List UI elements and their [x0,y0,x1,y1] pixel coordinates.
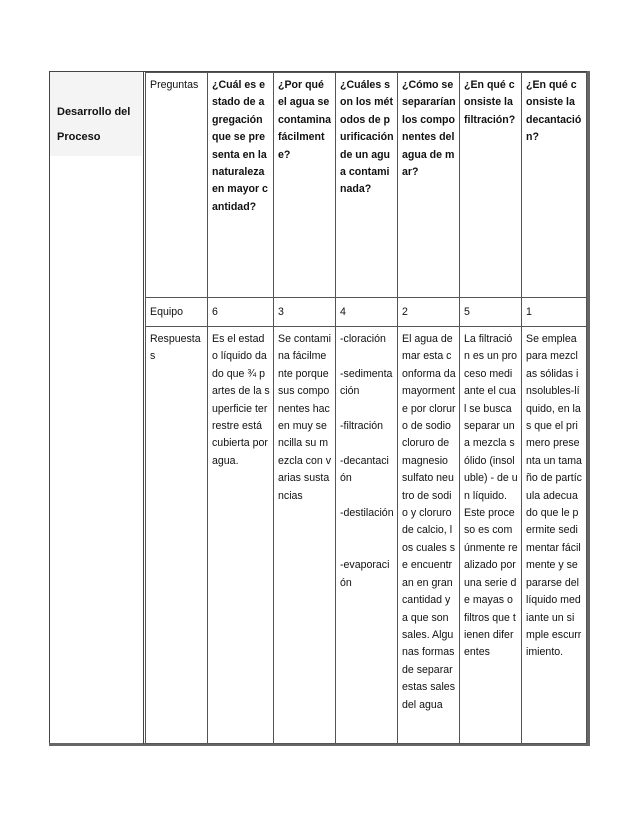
question-cell: ¿Por qué el agua se contamina fácilmente? [274,73,336,298]
answer-cell: -cloración -sedimentación -filtración -decantación -destilación -evaporación [336,327,398,744]
answer-cell: Se emplea para mezclas sólidas insolubles-líquido, en las que el primero presenta un tamaño de partícula adecuado que le permite sedimentar fácilmente y separarse del líquido mediante un simple escurrimiento. [522,327,587,744]
question-cell: ¿Cómo se separarían los componentes del agua de mar? [398,73,460,298]
team-label: Equipo [146,298,208,327]
column-divider [143,72,144,744]
team-cell: 6 [208,298,274,327]
answers-label: Respuestas [146,327,208,744]
team-cell: 5 [460,298,522,327]
team-cell: 4 [336,298,398,327]
question-cell: ¿Cuáles son los métodos de purificación de un agua contaminada? [336,73,398,298]
team-row [146,298,587,327]
team-cell: 3 [274,298,336,327]
frame-shadow-right [587,71,590,746]
answers-row [146,327,587,744]
answer-cell: Es el estado líquido dado que ¾ partes de la superficie terrestre está cubierta por agua. [208,327,274,744]
questions-label: Preguntas [146,73,208,298]
process-table [145,72,587,744]
question-cell: ¿En qué consiste la filtración? [460,73,522,298]
answer-cell: La filtración es un proceso mediante el cual se busca separar una mezcla sólido (insoluble) - de un líquido. Este proceso es comúnmente realizado por una serie de mayas o filtros que tienen diferentes [460,327,522,744]
team-cell: 1 [522,298,587,327]
answer-cell: Se contamina fácilmente porque sus componentes hacen muy sencilla su mezcla con varias sustancias [274,327,336,744]
question-cell: ¿En qué consiste la decantación? [522,73,587,298]
question-cell: ¿Cuál es estado de agregación que se presenta en la naturaleza en mayor cantidad? [208,73,274,298]
team-cell: 2 [398,298,460,327]
questions-row [146,73,587,298]
side-header-label: Desarrollo del Proceso [57,106,131,143]
answer-cell: El agua de mar esta conforma da mayormente por cloruro de sodio cloruro de magnesio sulfato neutro de sodio y cloruro de calcio, los cuales se encuentran en gran cantidad ya que son sales. Algunas formas de separar estas sales del agua [398,327,460,744]
